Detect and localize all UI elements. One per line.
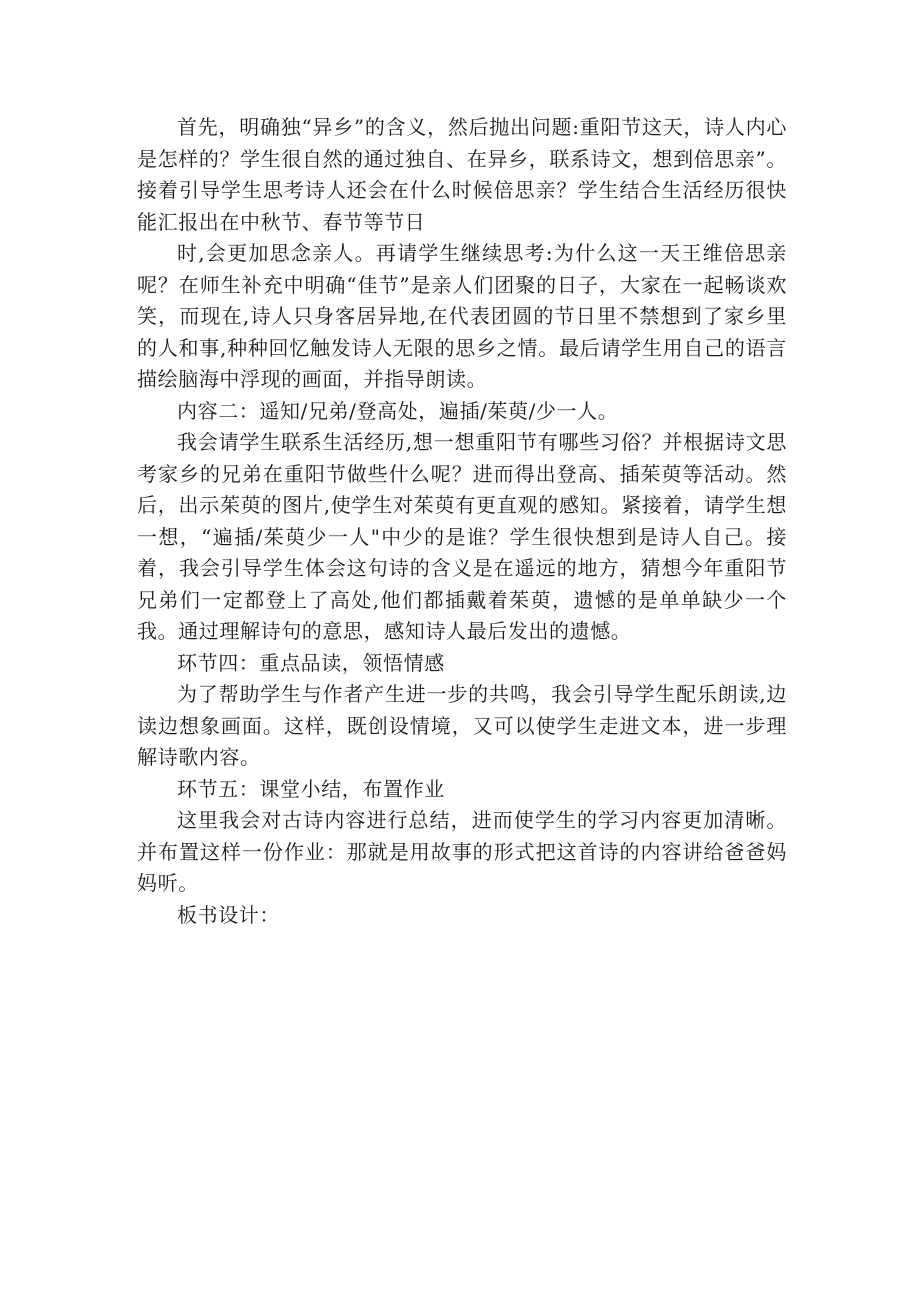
paragraph-customs: 我会请学生联系生活经历,想一想重阳节有哪些习俗？并根据诗文思考家乡的兄弟在重阳节做些什么呢？进而得出登高、插茱萸等活动。然后，出示茱萸的图片,使学生对茱萸有更直观的感知。紧接着，请学生想一想，“遍插/茱萸少一人"中少的是谁？学生很快想到是诗人自己。接着，我会引导学生体会这句诗的含义是在遥远的地方，猜想今年重阳节兄弟们一定都登上了高处,他们都插戴着茱萸，遗憾的是单单缺少一个我。通过理解诗句的意思，感知诗人最后发出的遗憾。 [137, 430, 787, 643]
heading-content-two: 内容二：遥知/兄弟/登高处，遍插/茱萸/少一人。 [177, 398, 619, 423]
heading-step-five: 环节五：课堂小结，布置作业 [177, 776, 445, 801]
body-text [137, 112, 787, 931]
heading-board-design: 板书设计： [177, 902, 280, 927]
heading-step-four: 环节四：重点品读，领悟情感 [177, 650, 445, 675]
paragraph-reading: 为了帮助学生与作者产生进一步的共鸣，我会引导学生配乐朗读,边读边想象画面。这样，既创设情境，又可以使学生走进文本，进一步理解诗歌内容。 [137, 682, 787, 769]
paragraph-summary: 这里我会对古诗内容进行总结，进而使学生的学习内容更加清晰。并布置这样一份作业：那就是用故事的形式把这首诗的内容讲给爸爸妈妈听。 [137, 808, 787, 895]
paragraph-opening: 首先，明确独“异乡”的含义，然后抛出问题:重阳节这天，诗人内心是怎样的？学生很自然的通过独自、在异乡，联系诗文，想到倍思亲”。接着引导学生思考诗人还会在什么时候倍思亲？学生结合生活经历很快能汇报出在中秋节、春节等节日 [137, 115, 787, 234]
paragraph-festival: 时,会更加思念亲人。再请学生继续思考:为什么这一天王维倍思亲呢？在师生补充中明确“佳节”是亲人们团聚的日子，大家在一起畅谈欢笑，而现在,诗人只身客居异地,在代表团圆的节日里不禁想到了家乡里的人和事,种种回忆触发诗人无限的思乡之情。最后请学生用自己的语言描绘脑海中浮现的画面，并指导朗读。 [137, 241, 787, 391]
